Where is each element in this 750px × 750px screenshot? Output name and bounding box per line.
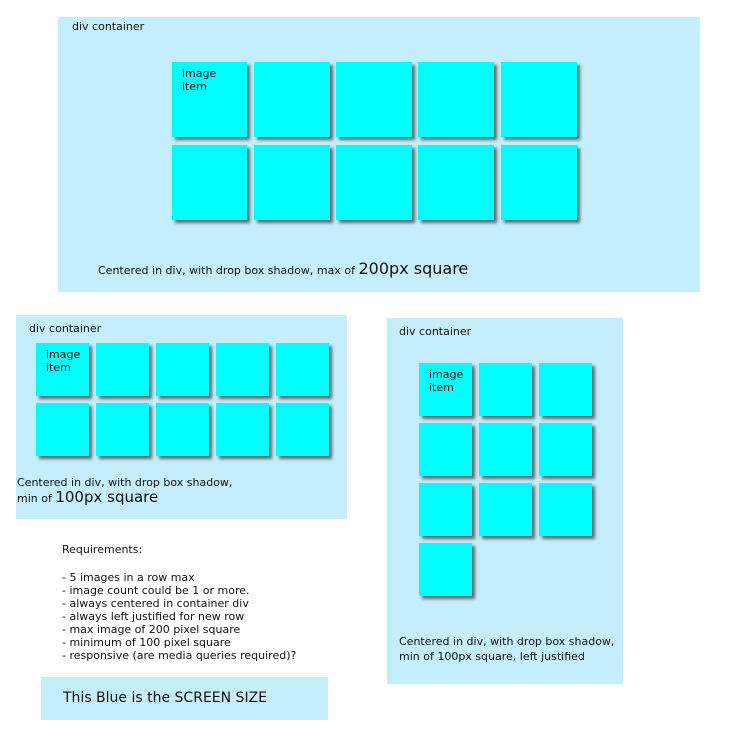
- image-item: [216, 343, 269, 396]
- caption-emphasis: 200px square: [358, 259, 469, 278]
- container-title: div container: [399, 325, 472, 338]
- requirement-item: - always left justified for new row: [62, 610, 245, 623]
- container-caption: Centered in div, with drop box shadow, max of 200px square: [98, 259, 469, 278]
- requirement-item: - max image of 200 pixel square: [62, 623, 241, 636]
- image-item: [36, 343, 89, 396]
- image-item: [419, 423, 472, 476]
- image-item: [336, 62, 412, 137]
- requirement-item: - minimum of 100 pixel square: [62, 636, 231, 649]
- image-item-label: image item: [46, 348, 81, 374]
- container-caption: Centered in div, with drop box shadow, min of 100px square, left justified: [399, 635, 615, 663]
- image-item: [172, 145, 247, 220]
- requirement-item: - always centered in container div: [62, 597, 249, 610]
- image-item: [419, 483, 472, 536]
- container-title: div container: [72, 20, 145, 33]
- image-item: [418, 145, 494, 220]
- image-item: [539, 423, 592, 476]
- caption-emphasis: 100px square: [55, 488, 159, 506]
- image-item: [216, 403, 269, 456]
- image-item: [96, 403, 149, 456]
- div-container-large: [58, 17, 700, 292]
- screen-size-note: This Blue is the SCREEN SIZE: [63, 690, 268, 706]
- div-container-narrow: [387, 318, 623, 684]
- container-caption: Centered in div, with drop box shadow, min of 100px square: [17, 476, 233, 506]
- image-item: [419, 363, 472, 416]
- screen-size-legend: [41, 677, 328, 720]
- image-item: [254, 145, 330, 220]
- image-item: [276, 403, 329, 456]
- image-item: [501, 145, 577, 220]
- image-item-label: image item: [429, 368, 464, 394]
- image-item: [501, 62, 577, 137]
- image-item: [419, 543, 472, 596]
- requirement-item: - responsive (are media queries required)?: [62, 649, 297, 662]
- image-item: [418, 62, 494, 137]
- image-item-label: image item: [182, 67, 217, 93]
- container-title: div container: [29, 322, 102, 335]
- image-item: [479, 483, 532, 536]
- image-item: [479, 423, 532, 476]
- image-item: [96, 343, 149, 396]
- requirement-item: - image count could be 1 or more.: [62, 584, 250, 597]
- image-item: [156, 343, 209, 396]
- image-item: [36, 403, 89, 456]
- div-container-small: [16, 315, 347, 519]
- image-item: [156, 403, 209, 456]
- requirements-title: Requirements:: [62, 543, 143, 556]
- requirement-item: - 5 images in a row max: [62, 571, 195, 584]
- image-item: [276, 343, 329, 396]
- image-item: [336, 145, 412, 220]
- image-item: [172, 62, 247, 137]
- image-item: [479, 363, 532, 416]
- requirements-list: [62, 571, 296, 662]
- image-item: [254, 62, 330, 137]
- image-item: [539, 483, 592, 536]
- image-item: [539, 363, 592, 416]
